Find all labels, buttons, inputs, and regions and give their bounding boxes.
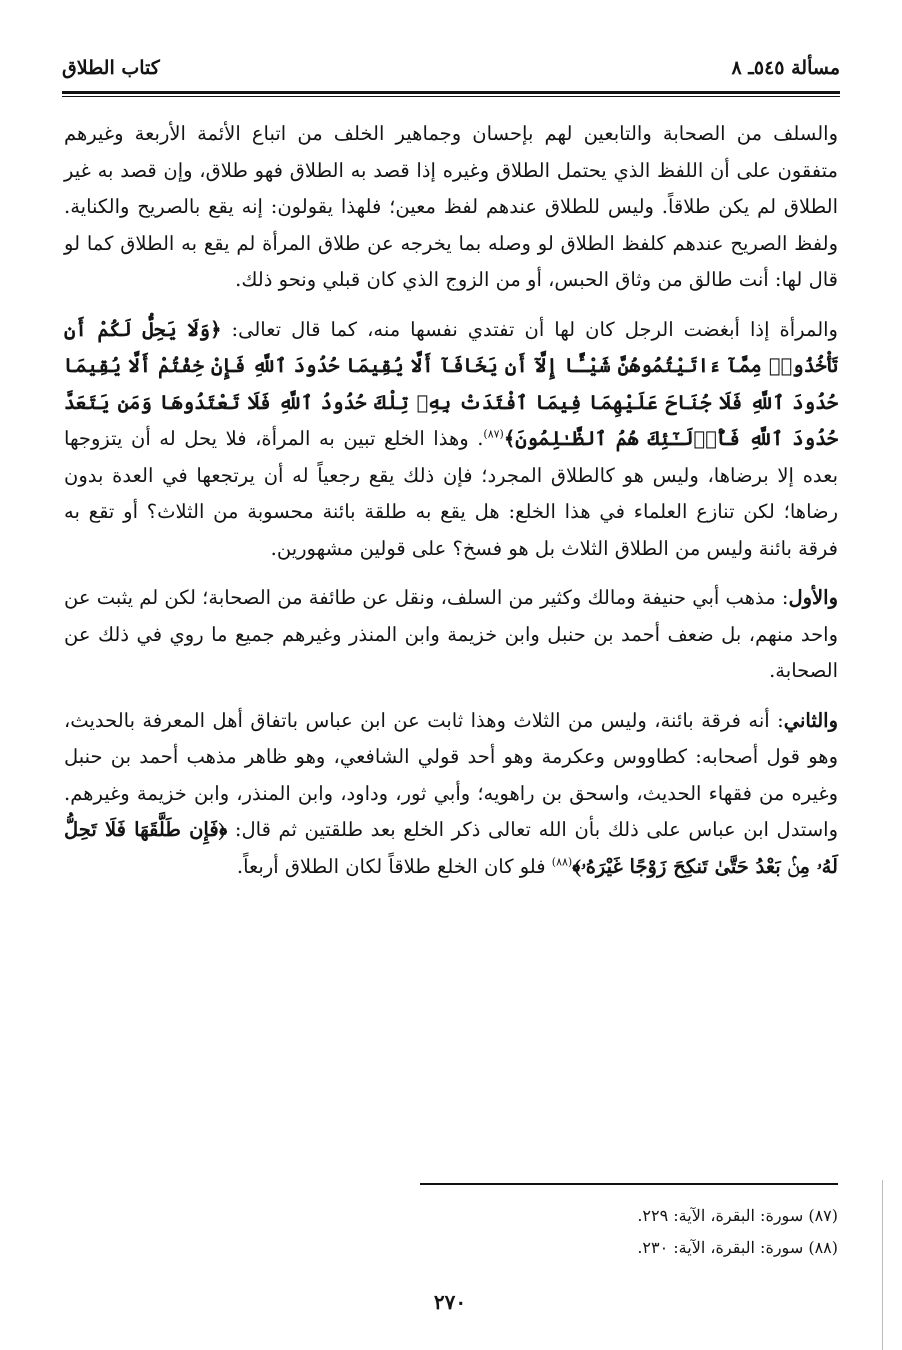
paragraph-4-rest: فلو كان الخلع طلاقاً لكان الطلاق أربعاً.	[236, 854, 552, 878]
footnote-ref-87: (٨٧)	[483, 427, 504, 441]
footnote-87: (٨٧) سورة: البقرة، الآية: ٢٢٩.	[637, 1206, 838, 1225]
scan-edge-line	[882, 1180, 883, 1350]
quran-verse-2: ﴿فَإِن طَلَّقَهَا فَلَا تَحِلُّ لَهُۥ مِنۢ بَعْدُ حَتَّىٰ تَنكِحَ زَوْجًا غَيْرَهُۥ﴾	[64, 818, 838, 878]
paragraph-3-text: : مذهب أبي حنيفة ومالك وكثير من السلف، ونقل عن طائفة من الصحابة؛ لكن لم يثبت عن واحد منهم، بل ضعف أحمد بن حنبل وابن خزيمة وابن المنذر وغيرهم جميع ما روي في ذلك عن الصحابة.	[64, 586, 838, 682]
main-text	[64, 116, 838, 898]
paragraph-4-text: : أنه فرقة بائنة، وليس من الثلاث وهذا ثابت عن ابن عباس باتفاق أهل المعرفة بالحديث، وهو قول أصحابه: كطاووس وعكرمة وهو أحد قولي الشافعي، وهو ظاهر مذهب أحمد بن حنبل وغيره من فقهاء الحديث، واسحق بن راهويه؛ وأبي ثور، وداود، وابن المنذر، وابن خزيمة وغيرهم. واستدل ابن عباس على ذلك بأن الله تعالى ذكر الخلع بعد طلقتين ثم قال:	[64, 708, 838, 841]
footnote-ref-88: (٨٨)	[551, 855, 573, 868]
header-issue: مسألة ٥٤٥ـ ٨	[731, 57, 840, 79]
paragraph-4	[64, 703, 838, 886]
header-book-title: كتاب الطلاق	[62, 57, 160, 79]
footnote-separator	[420, 1183, 838, 1185]
paragraph-3-lead: والأول	[788, 586, 838, 609]
paragraph-4-lead: والثاني	[783, 708, 838, 732]
page-number: ٢٧٠	[433, 1290, 467, 1314]
header-rule-thick	[62, 91, 840, 94]
paragraph-2	[64, 312, 838, 568]
paragraph-3	[64, 580, 838, 690]
quran-verse-1: ﴿وَلَا يَحِلُّ لَكُمْ أَن تَأْخُذُوا۟ مِمَّآ ءَاتَيْتُمُوهُنَّ شَيْـًٔا إِلَّآ أَن يَخَافَآ أَلَّا يُقِيمَا حُدُودَ ٱللَّهِ فَإِنْ خِفْتُمْ أَلَّا يُقِيمَا حُدُودَ ٱللَّهِ فَلَا جُنَاحَ عَلَيْهِمَا فِيمَا ٱفْتَدَتْ بِهِۦ تِلْكَ حُدُودُ ٱللَّهِ فَلَا تَعْتَدُوهَا وَمَن يَتَعَدَّ حُدُودَ ٱللَّهِ فَأُو۟لَـٰٓئِكَ هُمُ ٱلظَّـٰلِمُونَ﴾	[64, 317, 839, 450]
footnote-88: (٨٨) سورة: البقرة، الآية: ٢٣٠.	[637, 1238, 838, 1257]
paragraph-2-intro: والمرأة إذا أبغضت الرجل كان لها أن تفتدي نفسها منه، كما قال تعالى:	[221, 317, 838, 341]
paragraph-2-rest: . وهذا الخلع تبين به المرأة، فلا يحل له أن يتزوجها بعده إلا برضاها، وليس هو كالطلاق المجرد؛ فإن ذلك يقع رجعياً له أن يرتجعها في العدة بدون رضاها؛ لكن تنازع العلماء في هذا الخلع: هل يقع به طلقة بائنة محسوبة من الثلاث؟ أو تقع به فرقة بائنة وليس من الطلاق الثلاث بل هو فسخ؟ على قولين مشهورين.	[64, 427, 838, 560]
footnotes	[420, 1200, 838, 1264]
header-rule-thin	[62, 96, 840, 97]
paragraph-1: والسلف من الصحابة والتابعين لهم بإحسان وجماهير الخلف من اتباع الأئمة الأربعة وغيرهم متفقون على أن اللفظ الذي يحتمل الطلاق وغيره إذا قصد به الطلاق فهو طلاق، وإن قصد به غير الطلاق لم يكن طلاقاً. وليس للطلاق عندهم لفظ معين؛ فلهذا يقولون: إنه يقع بالصريح والكناية. ولفظ الصريح عندهم كلفظ الطلاق لو وصله بما يخرجه عن طلاق المرأة لم يقع به الطلاق كما لو قال لها: أنت طالق من وثاق الحبس، أو من الزوج الذي كان قبلي ونحو ذلك.	[64, 122, 838, 291]
running-header	[62, 50, 840, 86]
